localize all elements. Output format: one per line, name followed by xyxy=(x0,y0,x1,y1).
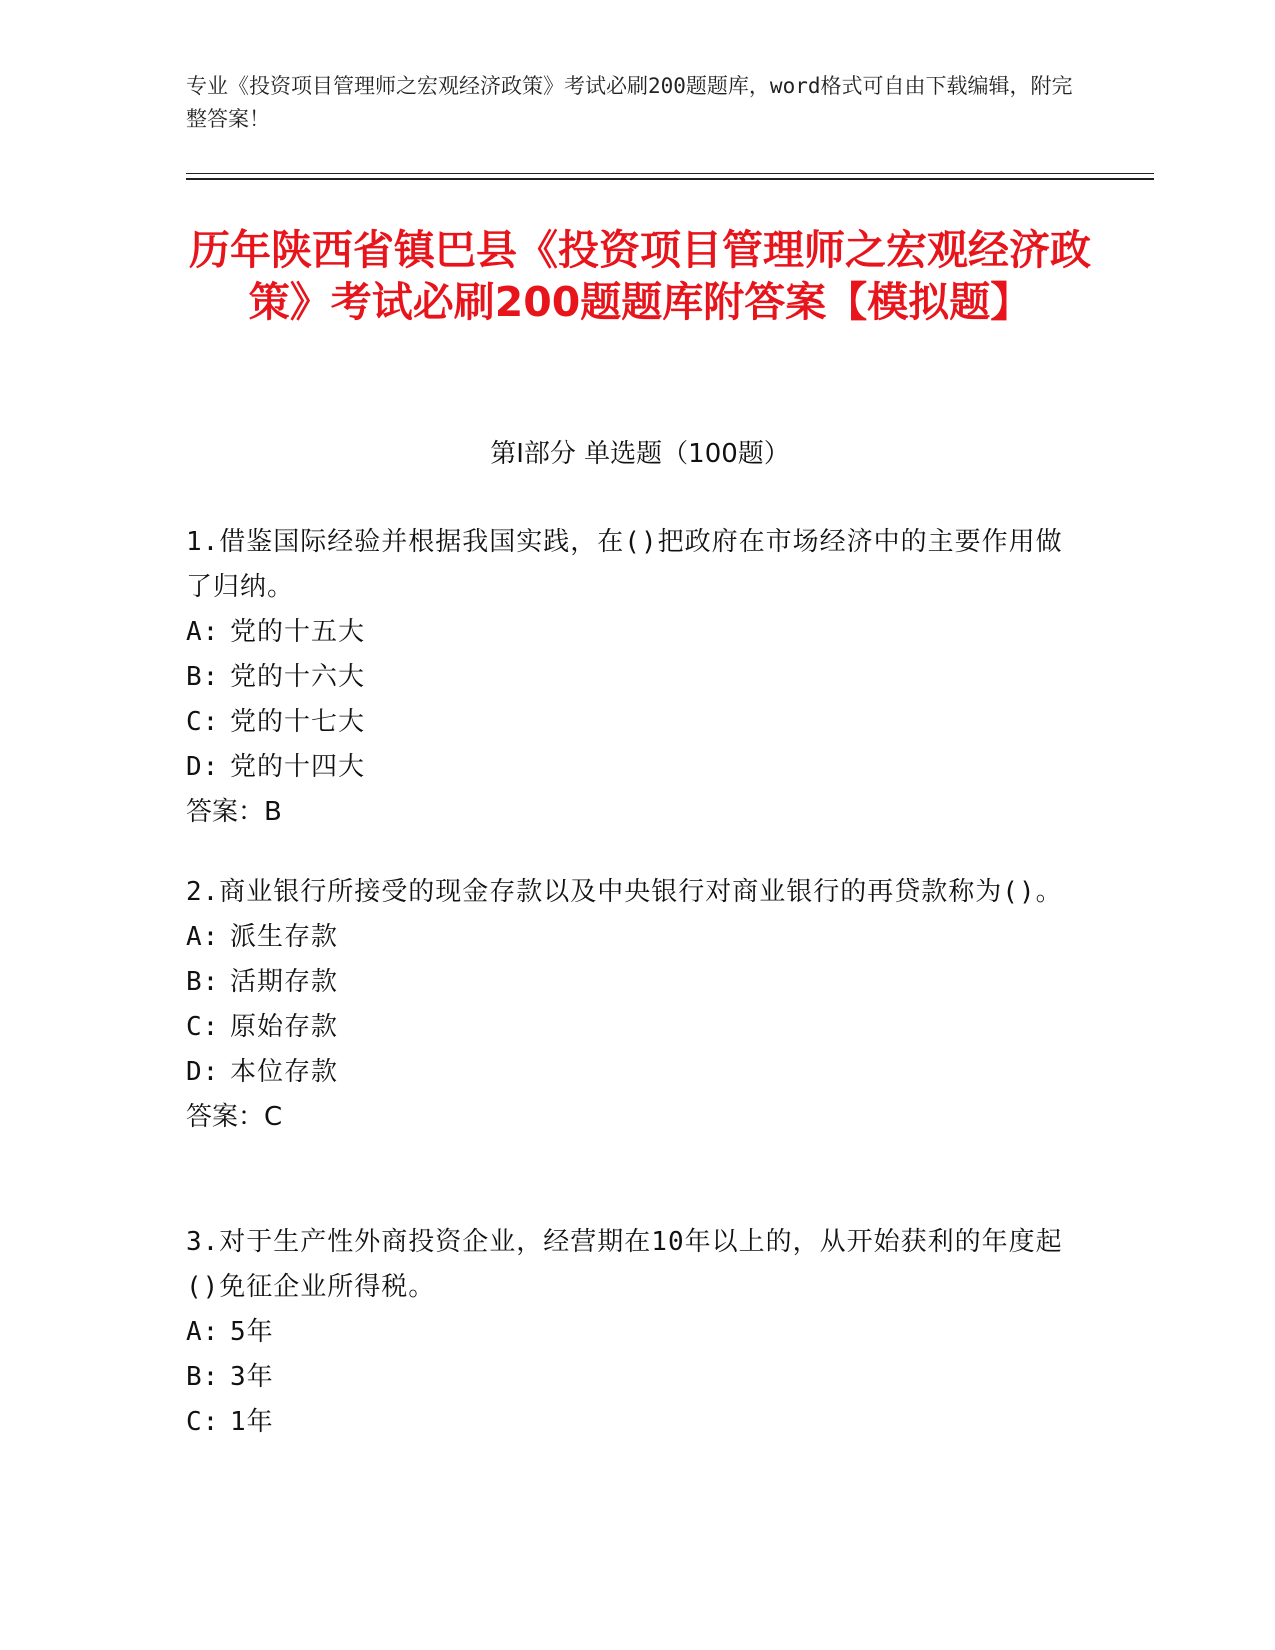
option-key: B: xyxy=(186,1362,220,1392)
option-b xyxy=(186,655,1086,700)
option-key: B: xyxy=(186,662,220,692)
question-stem: 2.商业银行所接受的现金存款以及中央银行对商业银行的再贷款称为()。 xyxy=(186,877,1063,907)
option-d xyxy=(186,1050,1086,1095)
option-text: 党的十七大 xyxy=(230,707,366,737)
header-divider-top xyxy=(186,173,1154,174)
option-text: 1年 xyxy=(230,1407,274,1437)
option-key: A: xyxy=(186,922,220,952)
option-text: 原始存款 xyxy=(230,1012,339,1042)
option-c xyxy=(186,700,1086,745)
option-text: 5年 xyxy=(230,1317,274,1347)
option-a xyxy=(186,1310,1086,1355)
question-2 xyxy=(186,870,1086,1140)
option-a xyxy=(186,915,1086,960)
header-divider-bottom xyxy=(186,178,1154,180)
option-text: 派生存款 xyxy=(230,922,339,952)
option-key: C: xyxy=(186,1012,220,1042)
option-text: 党的十四大 xyxy=(230,752,366,782)
option-key: C: xyxy=(186,1407,220,1437)
answer: 答案：C xyxy=(186,1102,283,1132)
option-b xyxy=(186,960,1086,1005)
option-b xyxy=(186,1355,1086,1400)
header-note: 专业《投资项目管理师之宏观经济政策》考试必刷200题题库，word格式可自由下载编辑，附完整答案！ xyxy=(186,74,1073,131)
option-key: A: xyxy=(186,617,220,647)
option-text: 活期存款 xyxy=(230,967,339,997)
option-key: D: xyxy=(186,1057,220,1087)
option-key: A: xyxy=(186,1317,220,1347)
option-c xyxy=(186,1400,1086,1445)
option-text: 3年 xyxy=(230,1362,274,1392)
option-key: D: xyxy=(186,752,220,782)
question-stem: 3.对于生产性外商投资企业，经营期在10年以上的，从开始获利的年度起()免征企业所得税。 xyxy=(186,1227,1063,1302)
option-key: C: xyxy=(186,707,220,737)
option-key: B: xyxy=(186,967,220,997)
option-text: 党的十六大 xyxy=(230,662,366,692)
answer: 答案：B xyxy=(186,797,282,827)
question-3 xyxy=(186,1220,1086,1445)
option-c xyxy=(186,1005,1086,1050)
question-1 xyxy=(186,520,1086,835)
option-d xyxy=(186,745,1086,790)
option-text: 本位存款 xyxy=(230,1057,339,1087)
section-heading: 第I部分 单选题（100题） xyxy=(490,439,790,469)
option-text: 党的十五大 xyxy=(230,617,366,647)
document-title: 历年陕西省镇巴县《投资项目管理师之宏观经济政策》考试必刷200题题库附答案【模拟题】 xyxy=(189,226,1091,326)
question-stem: 1.借鉴国际经验并根据我国实践，在()把政府在市场经济中的主要作用做了归纳。 xyxy=(186,527,1063,602)
option-a xyxy=(186,610,1086,655)
